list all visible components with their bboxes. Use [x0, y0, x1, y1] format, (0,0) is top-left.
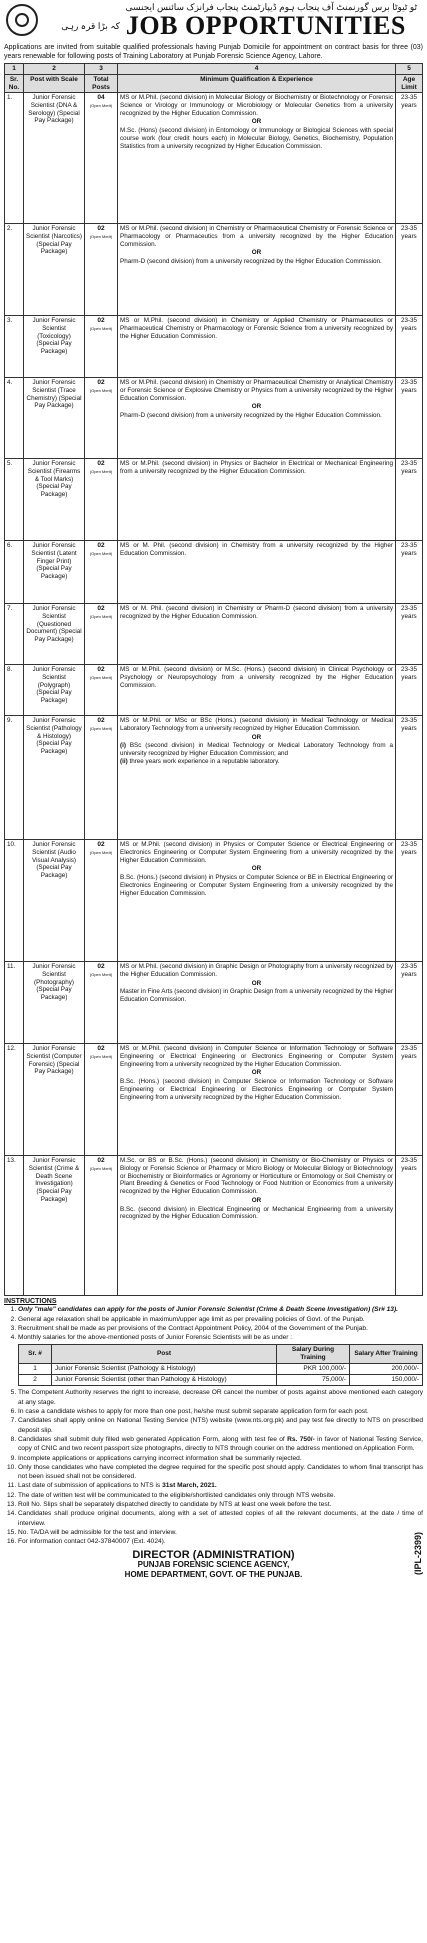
list-item: 13. Roll No. Slips shall be separately dispatched directly to candidate by NTS at least one week before the test.	[18, 1500, 423, 1509]
page-title: JOB OPPORTUNITIES	[125, 11, 406, 40]
footer-department: HOME DEPARTMENT, GOVT. OF THE PUNJAB.	[124, 1569, 303, 1579]
salary-table	[18, 1344, 423, 1386]
list-item: 16. For information contact 042-37840007 (Ext. 4024).	[18, 1537, 423, 1546]
intro-paragraph: Applications are invited from suitable qualified professionals having Punjab Domicile for appointment on contract basis for three (03) years renewable for following posts of Training Laboratory at Punjab Forensic Science Agency, Lahore.	[4, 44, 423, 60]
header-total-posts: Total Posts	[85, 74, 118, 92]
advertisement-page	[4, 2, 423, 1579]
instructions-heading: INSTRUCTIONS	[4, 1298, 57, 1306]
list-item: 5. The Competent Authority reserves the right to increase, decrease OR cancel the number of posts against above mentioned each category at any stage.	[18, 1388, 423, 1407]
table-row: 7. Junior Forensic Scientist (Questioned Document) (Special Pay Package) 02 (Open Merit) MS or M. Phil. (second division) in Chemistry or Pharm-D (second division) from a university recognized by the Higher Education Commission. 23-35 years	[5, 604, 423, 665]
table-row: 5. Junior Forensic Scientist (Firearms & Tool Marks) (Special Pay Package) 02 (Open Merit) MS or M.Phil. (second division) in Physics or Bachelor in Electrical or Mechanical Engineering from a university recognized by the Higher Education Commission. 23-35 years	[5, 459, 423, 541]
list-item: 3. Recruitment shall be made as per provisions of the Contract Appointment Policy, 2004 of the Government of the Punjab.	[18, 1324, 423, 1333]
column-number-row: 1 2 3 4 5	[5, 64, 423, 75]
header-qualification: Minimum Qualification & Experience	[118, 74, 396, 92]
list-item: 7. Candidates shall apply online on National Testing Service (NTS) website (www.nts.org.pk) and pay test fee directly to NTS on prescribed deposit slip.	[18, 1416, 423, 1435]
table-row: 1 Junior Forensic Scientist (Pathology & Histology) PKR 100,000/- 200,000/-	[19, 1364, 423, 1375]
footer-agency: PUNJAB FORENSIC SCIENCE AGENCY,	[137, 1560, 290, 1570]
header-sr-no: Sr. No.	[5, 74, 24, 92]
list-item: 2. General age relaxation shall be applicable in maximum/upper age limit as per prevailing policies of Govt. of the Punjab.	[18, 1315, 423, 1324]
table-header-row	[5, 74, 423, 92]
ipl-code: (IPL-2399)	[413, 1532, 423, 1576]
table-row: 10. Junior Forensic Scientist (Audio Visual Analysis) (Special Pay Package) 02 (Open Merit) MS or M.Phil. (second division) in Physics or Computer Science or Electrical Engineering or Electronics Engineering or Computer System Engineering from a university recognized by the Higher Education Commission. OR B.Sc. (Hons.) (second division) in Physics or Computer Science or BE in Electrical Engineering or Electronics Engineering or Computer System Engineering from a university recognized by the Higher Education Commission. 23-35 years	[5, 840, 423, 962]
table-row: 9. Junior Forensic Scientist (Pathology & Histology) (Special Pay Package) 02 (Open Merit) MS or M.Phil. or MSc or BSc (Hons.) (second division) in Medical Technology or Medical Laboratory Technology from a university recognized by Higher Education Commission. OR (i) BSc (second division) in Medical Technology or Medical Laboratory Technology from a university recognized by Higher Education Commission; and (ii) three years work experience in a reputable laboratory. 23-35 years	[5, 716, 423, 840]
list-item: 14. Candidates shall produce original documents, along with a set of attested copies of all the relevant documents, at the date / time of interview.	[18, 1509, 423, 1528]
signature-block	[4, 1548, 423, 1580]
table-row: 6. Junior Forensic Scientist (Latent Finger Print) (Special Pay Package) 02 (Open Merit) MS or M. Phil. (second division) in Chemistry from a university recognized by the Higher Education Commission. 23-35 years	[5, 541, 423, 604]
table-row: 11. Junior Forensic Scientist (Photography) (Special Pay Package) 02 (Open Merit) MS or M.Phil. (second division) in Graphic Design or Photography from a university recognized by the Higher Education Commission. OR Master in Fine Arts (second division) in Graphic Design from a university recognized by the Higher Education Commission. 23-35 years	[5, 962, 423, 1044]
table-row: 4. Junior Forensic Scientist (Trace Chemistry) (Special Pay Package) 02 (Open Merit) MS or M.Phil. (second division) in Chemistry or Pharmaceutical Chemistry or Analytical Chemistry or Forensic Science or Explosive Chemistry or Physics from a university recognized by the Higher Education Commission. OR Pharm-D (second division) from a university recognized by the Higher Education Commission. 23-35 years	[5, 378, 423, 459]
list-item: 11. Last date of submission of applications to NTS is 31st March, 2021.	[18, 1481, 423, 1490]
list-item: 9. Incomplete applications or applications carrying incorrect information shall be summarily rejected.	[18, 1454, 423, 1463]
header-age-limit: Age Limit	[396, 74, 423, 92]
list-item: 10. Only those candidates who have completed the degree required for the specific post should apply. Candidates to whom final transcript has not been issued shall not be considered.	[18, 1463, 423, 1482]
list-item: 4. Monthly salaries for the above-mentioned posts of Junior Forensic Scientists will be as under : Sr. # Post Salary During Training Salary After Training 1 Junior Forensic Scientist (Pathology & Histology) PKR 100,000/- 200,000/- 2 Junior Forensic Scientist (other than Pathology & Histology) 75,000/- 150,000/-	[18, 1333, 423, 1386]
list-item: 8. Candidates shall submit duly filled web generated Application Form, along with test fee of Rs. 750/- in favor of National Testing Service, copy of CNIC and two recent passport size photographs, directly to NTS through courier on the address mentioned on Application Form.	[18, 1435, 423, 1454]
urdu-heading: ٹو ٹیوٹا برس گورنمنٹ آف پنجاب ہوم ڈیپارٹمنٹ پنجاب فرانزک سائنس ایجنسی	[125, 2, 417, 12]
list-item: 12. The date of written test will be communicated to the eligible/shortlisted candidates only through NTS website.	[18, 1491, 423, 1500]
agency-logo-icon	[6, 4, 38, 36]
list-item: 1. Only "male" candidates can apply for the posts of Junior Forensic Scientist (Crime & Death Scene Investigation) (Sr# 13).	[18, 1305, 423, 1314]
footer-designation: DIRECTOR (ADMINISTRATION)	[132, 1548, 295, 1561]
salary-header-row: Sr. # Post Salary During Training Salary After Training	[19, 1345, 423, 1364]
table-row: 3. Junior Forensic Scientist (Toxicology) (Special Pay Package) 02 (Open Merit) MS or M.Phil. (second division) in Chemistry or Applied Chemistry or Pharmaceutics or Pharmaceutical Chemistry or Pharmacology or Forensic Science from a university recognized by the Higher Education Commission. 23-35 years	[5, 316, 423, 378]
header	[4, 2, 423, 42]
table-row: 2. Junior Forensic Scientist (Narcotics) (Special Pay Package) 02 (Open Merit) MS or M.Phil. (second division) in Chemistry or Pharmaceutical Chemistry or Forensic Science or Pharmacology or Pharmaceutics from a university recognized by the Higher Education Commission. OR Pharm-D (second division) from a university recognized by the Higher Education Commission. 23-35 years	[5, 224, 423, 316]
table-row: 8. Junior Forensic Scientist (Polygraph) (Special Pay Package) 02 (Open Merit) MS or M.Phil. (second division) or M.Sc. (Hons.) (second division) in Clinical Psychology or Psychology or Neuropsychology from a university recognized by the Higher Education Commission. 23-35 years	[5, 665, 423, 716]
instructions-list	[4, 1305, 423, 1546]
list-item: 15. No. TA/DA will be admissible for the test and interview.	[18, 1528, 423, 1537]
table-row: 12. Junior Forensic Scientist (Computer Forensic) (Special Pay Package) 02 (Open Merit) MS or M.Phil. (second division) in Computer Science or Information Technology or Software Engineering or Electrical Engineering or Electronics Engineering or Computer System Engineering from a university recognized by the Higher Education Commission. OR B.Sc. (Hons.) (second division) in Computer Science or Information Technology or Software Engineering or Electrical Engineering or Electronics Engineering or Computer System Engineering from a university recognized by the Higher Education Commission. 23-35 years	[5, 1044, 423, 1156]
jobs-table	[4, 63, 423, 1296]
urdu-subheading: کہ بڑا قرہ رہی	[61, 20, 120, 31]
table-row: 2 Junior Forensic Scientist (other than Pathology & Histology) 75,000/- 150,000/-	[19, 1375, 423, 1386]
table-row: 13. Junior Forensic Scientist (Crime & Death Scene Investigation) (Special Pay Package) 02 (Open Merit) M.Sc. or BS or B.Sc. (Hons.) (second division) in Chemistry or Bio-Chemistry or Physics or Biology or Forensic Science or Pharmacy or Micro Biology or Molecular Biology or Biotechnology or Biochemistry or Bioinformatics or Agronomy or Horticulture or Entomology or Soil Chemistry or Plant Breeding & Genetics or Food Technology or Food Nutrition or Economics from a university recognized by the Higher Education Commission. OR B.Sc. (second division) in Electrical Engineering or Mechanical Engineering from a university recognized by the Higher Education Commission. 23-35 years	[5, 1156, 423, 1296]
table-row: 1. Junior Forensic Scientist (DNA & Serology) (Special Pay Package) 04 (Open Merit) MS or M.Phil. (second division) in Molecular Biology or Biochemistry or Biotechnology or Forensic Science or Virology or Immunology or Microbiology or Molecular Genetics from a university recognized by the Higher Education Commission. OR M.Sc. (Hons) (second division) in Entomology or Immunology or Biological Sciences with special course work (four credit hours each) in Molecular Biology, Genetics, Biochemistry, Population Statistics from a university recognized by Higher Education Commission. 23-35 years	[5, 93, 423, 224]
list-item: 6. In case a candidate wishes to apply for more than one post, he/she must submit separate application form for each post.	[18, 1407, 423, 1416]
header-post: Post with Scale	[24, 74, 85, 92]
